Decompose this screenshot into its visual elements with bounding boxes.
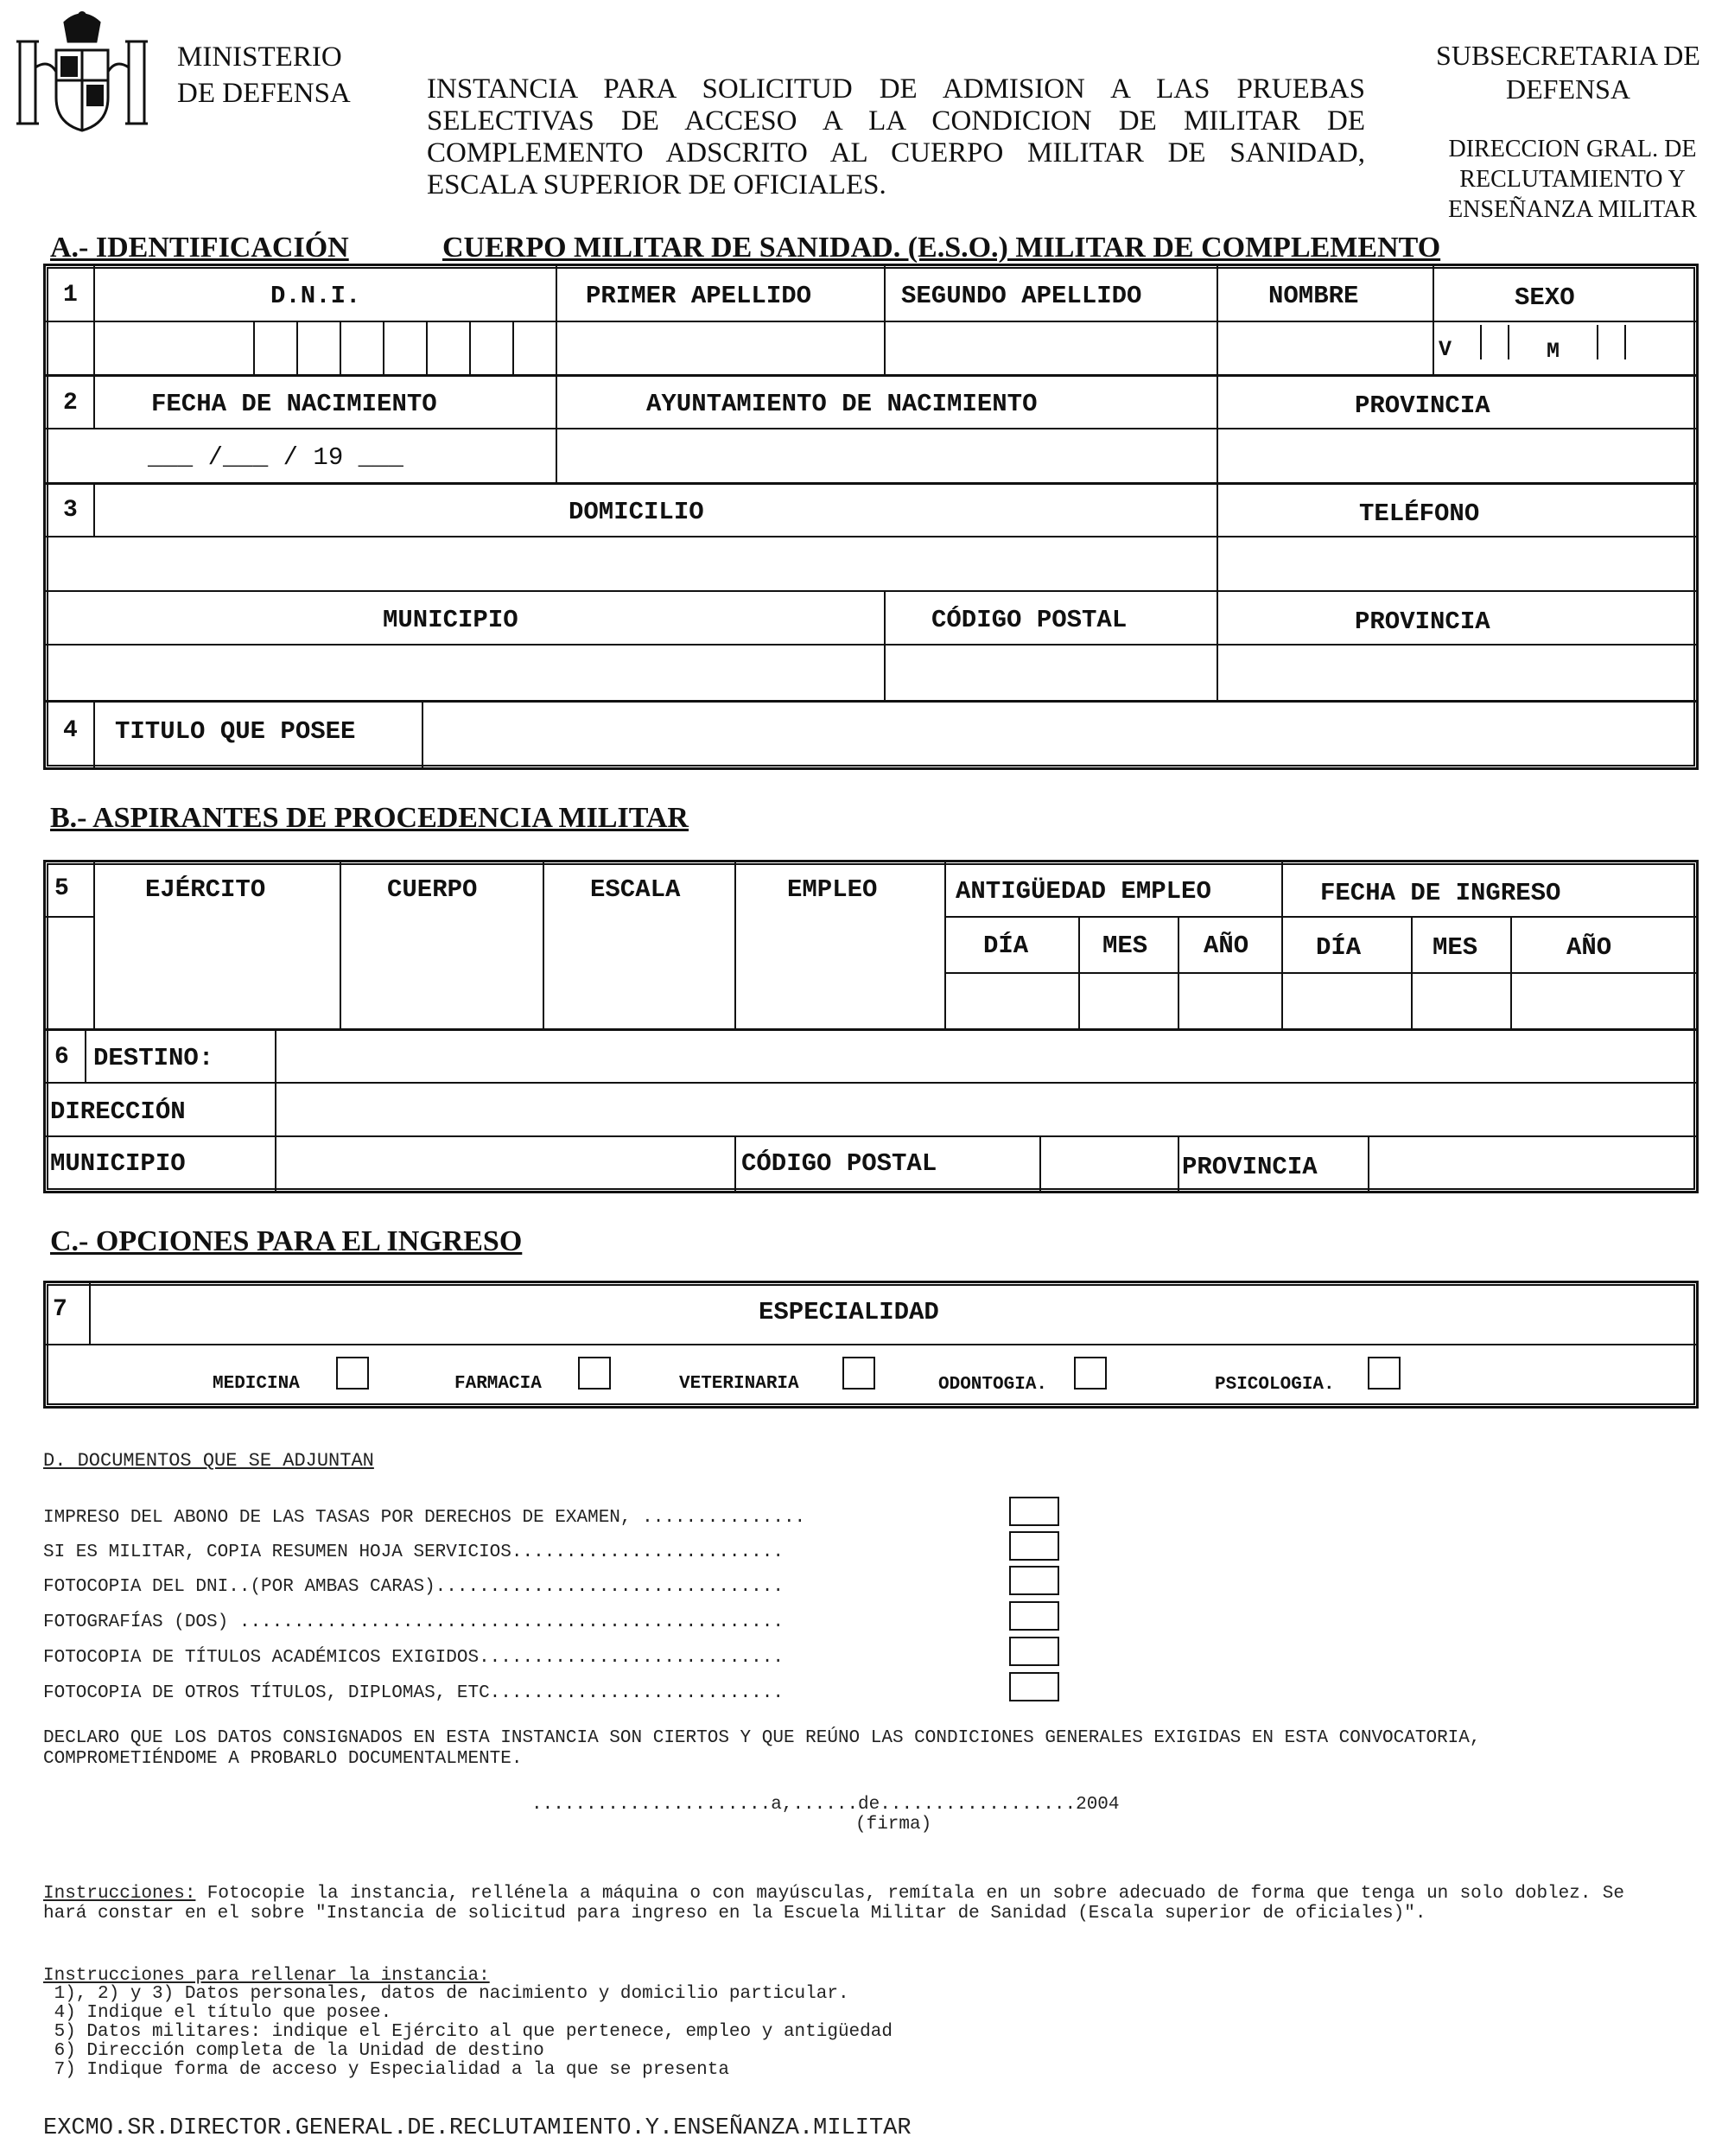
option-farmacia-label: FARMACIA (454, 1374, 542, 1394)
fecha-ingreso-label: FECHA DE INGRESO (1320, 879, 1561, 907)
option-medicina-label: MEDICINA (213, 1374, 300, 1394)
option-medicina-checkbox[interactable] (336, 1357, 369, 1390)
sexo-m-label: M (1547, 339, 1560, 364)
primer-apellido-label: PRIMER APELLIDO (586, 282, 812, 310)
row-number-1: 1 (63, 282, 78, 308)
codigo-postal-destino-input[interactable] (1041, 1137, 1178, 1191)
firma-label: (firma) (855, 1815, 932, 1835)
fill-instruction-item: 5) Datos militares: indique el Ejército al que pertenece, empleo y antigüedad (43, 2022, 893, 2042)
sexo-v-label: V (1439, 337, 1452, 362)
document-item: SI ES MILITAR, COPIA RESUMEN HOJA SERVICIOS......................... (43, 1542, 784, 1562)
empleo-label: EMPLEO (787, 875, 878, 904)
row-number-4: 4 (63, 717, 78, 744)
empleo-input[interactable] (736, 918, 944, 1028)
ingreso-anio-input[interactable] (1512, 974, 1696, 1028)
document-checkbox[interactable] (1009, 1601, 1059, 1631)
option-odontogia-label: ODONTOGIA. (938, 1375, 1048, 1395)
escala-input[interactable] (544, 918, 734, 1028)
fill-instruction-item: 6) Dirección completa de la Unidad de destino (43, 2041, 544, 2061)
document-checkbox[interactable] (1009, 1672, 1059, 1701)
dni-label: D.N.I. (270, 282, 361, 310)
document-item: FOTOGRAFÍAS (DOS) .................................................. (43, 1612, 784, 1632)
ministry-line-1: MINISTERIO (177, 41, 342, 73)
provincia-nacimiento-label: PROVINCIA (1355, 391, 1490, 420)
segundo-apellido-input[interactable] (886, 322, 1217, 374)
sexo-v-box[interactable] (1480, 325, 1509, 359)
direccion-line-3: ENSEÑANZA MILITAR (1448, 196, 1697, 223)
telefono-input[interactable] (1218, 537, 1696, 589)
fecha-nacimiento-input[interactable]: ___ /___ / 19 ___ (148, 443, 403, 472)
direccion-input[interactable] (276, 1084, 1696, 1135)
primer-apellido-input[interactable] (557, 322, 884, 374)
direccion-label: DIRECCIÓN (50, 1097, 186, 1126)
direccion-line-2: RECLUTAMIENTO Y (1459, 166, 1686, 193)
especialidad-table (43, 1281, 1699, 1409)
domicilio-input[interactable] (48, 537, 1217, 589)
section-a-heading: A.- IDENTIFICACIÓN (50, 232, 349, 264)
cuerpo-input[interactable] (341, 918, 543, 1028)
row-number-7: 7 (53, 1296, 67, 1323)
document-checkbox[interactable] (1009, 1637, 1059, 1666)
provincia-nacimiento-input[interactable] (1218, 429, 1696, 482)
domicilio-label: DOMICILIO (569, 498, 704, 526)
provincia-destino-label: PROVINCIA (1182, 1153, 1318, 1181)
instructions-block (43, 1884, 1624, 1924)
antiguedad-mes-label: MES (1102, 932, 1148, 960)
escala-label: ESCALA (590, 875, 681, 904)
titulo-input[interactable] (423, 703, 1696, 765)
subsecretaria-block (1417, 39, 1719, 106)
instructions-label: Instrucciones: (43, 1884, 196, 1904)
ministry-name (177, 39, 351, 111)
ayuntamiento-label: AYUNTAMIENTO DE NACIMIENTO (646, 390, 1038, 418)
subsecretaria-line-2: DEFENSA (1505, 73, 1630, 105)
form-title: INSTANCIA PARA SOLICITUD DE ADMISION A LAS PRUEBAS SELECTIVAS DE ACCESO A LA CONDICION DE MILITAR DE COMPLEMENTO ADSCRITO AL CUERPO MILITAR DE SANIDAD, ESCALA SUPERIOR DE OFICIALES. (427, 73, 1365, 200)
ingreso-dia-input[interactable] (1283, 974, 1411, 1028)
provincia-domicilio-label: PROVINCIA (1355, 607, 1490, 636)
fill-instruction-item: 4) Indique el título que posee. (43, 2003, 392, 2023)
section-b-heading: B.- ASPIRANTES DE PROCEDENCIA MILITAR (50, 802, 689, 834)
document-item: FOTOCOPIA DE OTROS TÍTULOS, DIPLOMAS, ETC........................... (43, 1683, 784, 1703)
row-number-2: 2 (63, 390, 78, 417)
nombre-label: NOMBRE (1268, 282, 1359, 310)
section-d-heading: D. DOCUMENTOS QUE SE ADJUNTAN (43, 1450, 374, 1472)
telefono-label: TELÉFONO (1359, 499, 1480, 528)
ingreso-mes-label: MES (1433, 933, 1478, 962)
municipio-label: MUNICIPIO (383, 606, 518, 634)
document-item: FOTOCOPIA DEL DNI..(POR AMBAS CARAS)................................ (43, 1577, 784, 1597)
instructions-text: Fotocopie la instancia, rellénela a máquina o con mayúsculas, remítala en un sobre adecuado de forma que tenga un solo doblez. Se hará constar en el sobre "Instancia de solicitud para ingreso en la Escuela Militar de Sanidad (Escala superior de oficiales)". (43, 1884, 1624, 1924)
fill-instructions-label: Instrucciones para rellenar la instancia: (43, 1966, 490, 1986)
direccion-block (1426, 134, 1719, 225)
especialidad-label: ESPECIALIDAD (759, 1298, 939, 1326)
row-number-6: 6 (54, 1044, 69, 1071)
option-veterinaria-checkbox[interactable] (842, 1357, 875, 1390)
codigo-postal-input[interactable] (886, 646, 1217, 700)
codigo-postal-destino-label: CÓDIGO POSTAL (741, 1149, 937, 1178)
addressee-footer: EXCMO.SR.DIRECTOR.GENERAL.DE.RECLUTAMIENTO.Y.ENSEÑANZA.MILITAR (43, 2115, 912, 2141)
nombre-input[interactable] (1218, 322, 1433, 374)
municipio-input[interactable] (48, 646, 884, 700)
cuerpo-label: CUERPO (387, 875, 478, 904)
sexo-label: SEXO (1515, 283, 1575, 312)
ministry-line-2: DE DEFENSA (177, 78, 351, 109)
antiguedad-mes-input[interactable] (1080, 974, 1178, 1028)
option-psicologia-checkbox[interactable] (1368, 1357, 1401, 1390)
section-a-subheading: CUERPO MILITAR DE SANIDAD. (E.S.O.) MILITAR DE COMPLEMENTO (442, 232, 1441, 264)
destino-input[interactable] (276, 1031, 1696, 1082)
ejercito-input[interactable] (48, 918, 340, 1028)
document-item: IMPRESO DEL ABONO DE LAS TASAS POR DERECHOS DE EXAMEN, ............... (43, 1508, 806, 1528)
section-c-heading: C.- OPCIONES PARA EL INGRESO (50, 1225, 523, 1257)
option-farmacia-checkbox[interactable] (578, 1357, 611, 1390)
military-table (43, 860, 1699, 1193)
ingreso-dia-label: DÍA (1316, 933, 1362, 962)
municipio-destino-input[interactable] (276, 1137, 734, 1191)
municipio-destino-label: MUNICIPIO (50, 1149, 186, 1178)
option-psicologia-label: PSICOLOGIA. (1215, 1375, 1335, 1395)
ejercito-label: EJÉRCITO (145, 875, 266, 904)
ingreso-mes-input[interactable] (1413, 974, 1510, 1028)
fill-instruction-item: 7) Indique forma de acceso y Especialidad a la que se presenta (43, 2060, 729, 2080)
antiguedad-anio-input[interactable] (1179, 974, 1281, 1028)
option-odontogia-checkbox[interactable] (1074, 1357, 1107, 1390)
provincia-destino-input[interactable] (1369, 1137, 1696, 1191)
row-number-5: 5 (54, 875, 69, 902)
antiguedad-dia-label: DÍA (983, 932, 1029, 960)
provincia-domicilio-input[interactable] (1218, 646, 1696, 700)
segundo-apellido-label: SEGUNDO APELLIDO (901, 282, 1142, 310)
declaration-text: DECLARO QUE LOS DATOS CONSIGNADOS EN ESTA INSTANCIA SON CIERTOS Y QUE REÚNO LAS CONDICIONES GENERALES EXIGIDAS EN ESTA CONVOCATORIA, COMPROMETIÉNDOME A PROBARLO DOCUMENTALMENTE. (43, 1728, 1481, 1769)
subsecretaria-line-1: SUBSECRETARIA DE (1436, 40, 1700, 71)
signature-line[interactable]: ......................a,......de..................2004 (531, 1795, 1120, 1815)
document-item: FOTOCOPIA DE TÍTULOS ACADÉMICOS EXIGIDOS............................ (43, 1648, 784, 1668)
direccion-line-1: DIRECCION GRAL. DE (1448, 136, 1697, 162)
sexo-m-box[interactable] (1597, 325, 1626, 359)
document-checkbox[interactable] (1009, 1497, 1059, 1526)
ingreso-anio-label: AÑO (1566, 933, 1612, 962)
identification-table (43, 264, 1699, 770)
document-checkbox[interactable] (1009, 1531, 1059, 1561)
fecha-nacimiento-label: FECHA DE NACIMIENTO (151, 390, 437, 418)
ayuntamiento-input[interactable] (557, 429, 1217, 482)
codigo-postal-label: CÓDIGO POSTAL (931, 606, 1128, 634)
dni-input[interactable] (95, 322, 556, 374)
option-veterinaria-label: VETERINARIA (679, 1374, 799, 1394)
fill-instruction-item: 1), 2) y 3) Datos personales, datos de nacimiento y domicilio particular. (43, 1984, 849, 2004)
antiguedad-label: ANTIGÜEDAD EMPLEO (956, 877, 1211, 906)
document-checkbox[interactable] (1009, 1566, 1059, 1595)
coat-of-arms-logo (13, 7, 151, 137)
titulo-label: TITULO QUE POSEE (115, 717, 356, 746)
antiguedad-anio-label: AÑO (1204, 932, 1249, 960)
destino-label: DESTINO: (93, 1044, 214, 1072)
row-number-3: 3 (63, 497, 78, 524)
antiguedad-dia-input[interactable] (946, 974, 1078, 1028)
